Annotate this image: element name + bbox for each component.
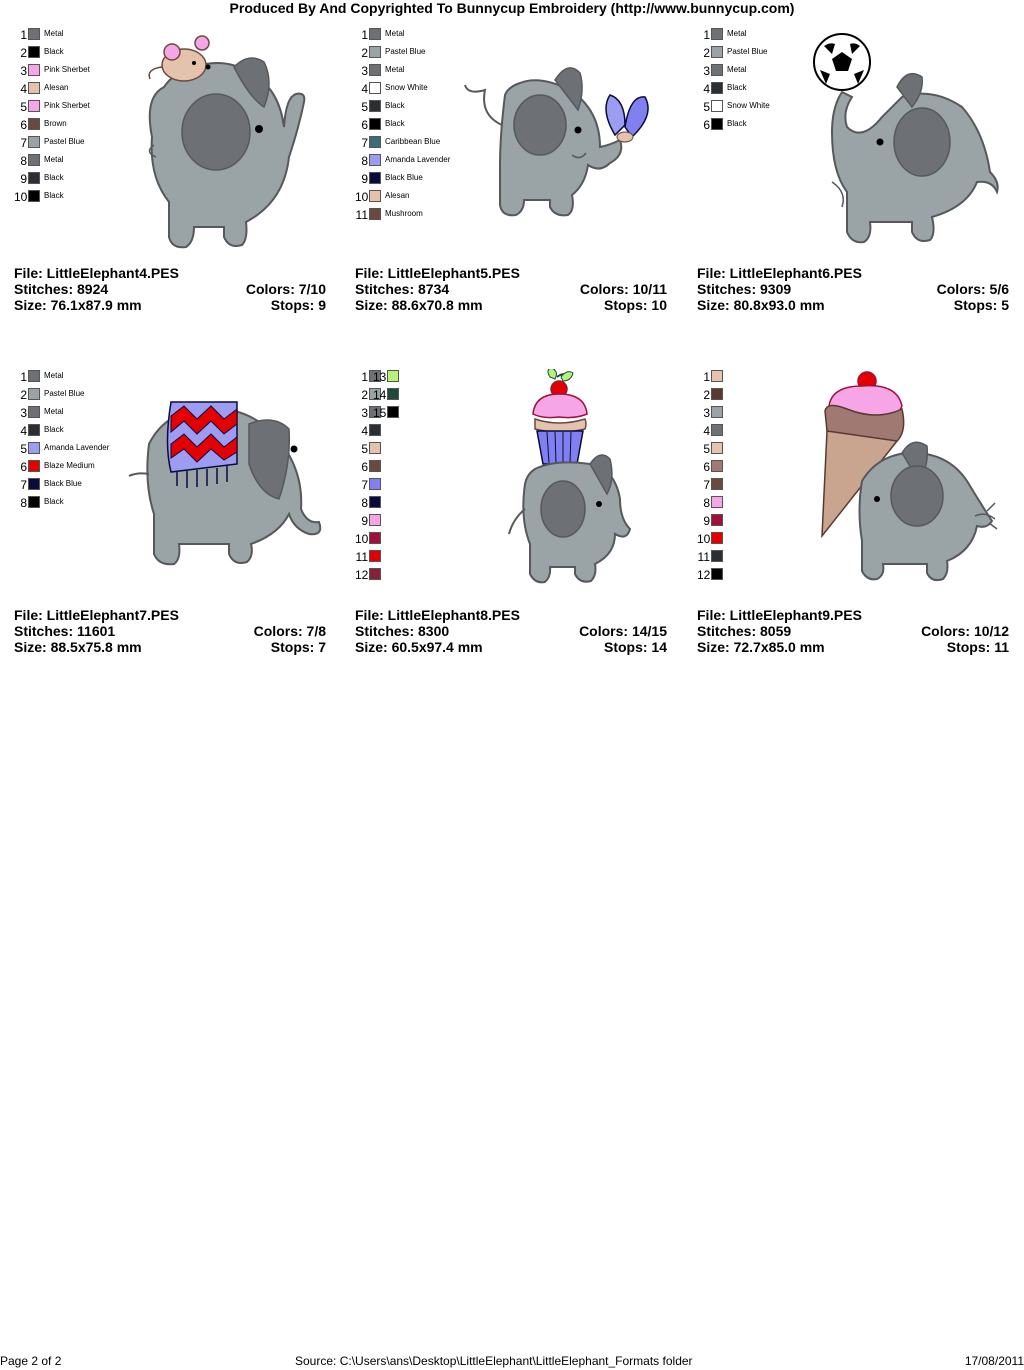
legend-number: 3 — [20, 64, 27, 78]
legend-color-name: Alesan — [385, 191, 410, 200]
legend-number: 3 — [703, 64, 710, 78]
color-swatch — [28, 136, 40, 148]
design-card — [355, 27, 675, 317]
color-count: Colors: 7/8 — [253, 623, 326, 639]
color-swatch — [369, 496, 381, 508]
page-title: Produced By And Copyrighted To Bunnycup Embroidery (http://www.bunnycup.com) — [229, 0, 795, 16]
color-swatch — [28, 460, 40, 472]
legend-number: 4 — [703, 82, 710, 96]
legend-color-name: Pink Sherbet — [44, 65, 90, 74]
color-swatch — [711, 568, 723, 580]
stitch-count: Stitches: 8924 — [14, 281, 109, 297]
legend-number: 1 — [361, 370, 368, 384]
legend-number: 11 — [697, 550, 710, 564]
file-name: File: LittleElephant9.PES — [697, 607, 862, 623]
legend-color-name: Metal — [44, 155, 64, 164]
legend-color-name: Black — [44, 425, 64, 434]
legend-color-name: Black Blue — [385, 173, 423, 182]
color-swatch — [28, 82, 40, 94]
legend-number: 3 — [703, 406, 710, 420]
color-swatch — [28, 64, 40, 76]
color-swatch — [369, 136, 381, 148]
legend-color-name: Amanda Lavender — [44, 443, 110, 452]
legend-number: 5 — [703, 100, 710, 114]
color-swatch — [711, 28, 723, 40]
file-name: File: LittleElephant7.PES — [14, 607, 179, 623]
elephant-ice-cream-illustration — [807, 371, 1007, 591]
color-swatch — [387, 406, 399, 418]
legend-number: 5 — [361, 442, 368, 456]
legend-number: 1 — [20, 28, 27, 42]
color-swatch — [28, 190, 40, 202]
legend-number: 5 — [361, 100, 368, 114]
stop-count: Stops: 11 — [946, 639, 1009, 655]
legend-color-name: Mushroom — [385, 209, 423, 218]
color-swatch — [369, 190, 381, 202]
color-swatch — [711, 370, 723, 382]
stop-count: Stops: 14 — [603, 639, 667, 655]
color-swatch — [711, 46, 723, 58]
legend-color-name: Snow White — [727, 101, 770, 110]
legend-color-name: Pastel Blue — [385, 47, 426, 56]
legend-number: 2 — [20, 46, 27, 60]
color-swatch — [369, 28, 381, 40]
footer-source-path: Source: C:\Users\ans\Desktop\LittleElephant\LittleElephant_Formats folder — [295, 1354, 693, 1368]
legend-number: 10 — [355, 532, 369, 546]
legend-number: 5 — [20, 442, 27, 456]
legend-number: 9 — [703, 514, 710, 528]
color-swatch — [28, 46, 40, 58]
legend-number: 8 — [361, 496, 368, 510]
legend-number: 4 — [361, 82, 368, 96]
legend-color-name: Blaze Medium — [44, 461, 95, 470]
stop-count: Stops: 5 — [953, 297, 1009, 313]
legend-number: 11 — [355, 550, 368, 564]
color-swatch — [711, 424, 723, 436]
legend-color-name: Pink Sherbet — [44, 101, 90, 110]
stitch-count: Stitches: 8734 — [355, 281, 450, 297]
color-swatch — [28, 100, 40, 112]
elephant-soccer-ball-illustration — [802, 32, 1012, 252]
legend-number: 7 — [361, 478, 368, 492]
legend-number: 10 — [355, 190, 369, 204]
color-swatch — [369, 442, 381, 454]
legend-color-name: Caribbean Blue — [385, 137, 441, 146]
color-swatch — [369, 478, 381, 490]
color-swatch — [369, 82, 381, 94]
color-swatch — [28, 424, 40, 436]
stop-count: Stops: 7 — [270, 639, 326, 655]
legend-color-name: Black Blue — [44, 479, 82, 488]
design-size: Size: 60.5x97.4 mm — [355, 639, 483, 655]
legend-color-name: Metal — [44, 371, 64, 380]
legend-number: 8 — [20, 154, 27, 168]
legend-number: 6 — [361, 460, 368, 474]
color-swatch — [711, 388, 723, 400]
legend-color-name: Metal — [727, 29, 747, 38]
legend-number: 8 — [20, 496, 27, 510]
legend-color-name: Metal — [385, 29, 405, 38]
legend-number: 3 — [361, 64, 368, 78]
color-swatch — [28, 496, 40, 508]
legend-number: 4 — [361, 424, 368, 438]
legend-number: 7 — [20, 136, 27, 150]
legend-number: 3 — [20, 406, 27, 420]
legend-number: 1 — [361, 28, 368, 42]
stitch-count: Stitches: 8300 — [355, 623, 450, 639]
legend-number: 9 — [20, 172, 27, 186]
color-swatch — [369, 154, 381, 166]
color-swatch — [711, 496, 723, 508]
color-swatch — [369, 514, 381, 526]
legend-number: 4 — [703, 424, 710, 438]
legend-color-name: Black — [385, 101, 405, 110]
legend-color-name: Black — [44, 47, 64, 56]
design-size: Size: 88.5x75.8 mm — [14, 639, 142, 655]
legend-number: 1 — [703, 370, 710, 384]
design-card — [14, 27, 334, 317]
legend-color-name: Pastel Blue — [727, 47, 768, 56]
legend-number: 3 — [361, 406, 368, 420]
file-name: File: LittleElephant8.PES — [355, 607, 520, 623]
color-swatch — [711, 100, 723, 112]
legend-number: 13 — [373, 370, 387, 384]
color-swatch — [711, 406, 723, 418]
color-count: Colors: 10/12 — [921, 623, 1009, 639]
color-swatch — [369, 100, 381, 112]
stitch-count: Stitches: 8059 — [697, 623, 792, 639]
color-swatch — [369, 118, 381, 130]
color-swatch — [711, 478, 723, 490]
legend-number: 7 — [703, 478, 710, 492]
color-swatch — [711, 460, 723, 472]
legend-number: 14 — [373, 388, 387, 402]
file-name: File: LittleElephant6.PES — [697, 265, 862, 281]
color-swatch — [369, 550, 381, 562]
color-swatch — [369, 46, 381, 58]
elephant-mouse-illustration — [124, 27, 334, 252]
legend-number: 7 — [361, 136, 368, 150]
color-swatch — [711, 118, 723, 130]
color-swatch — [28, 118, 40, 130]
legend-color-name: Snow White — [385, 83, 428, 92]
design-size: Size: 88.6x70.8 mm — [355, 297, 483, 313]
legend-number: 5 — [703, 442, 710, 456]
footer-date: 17/08/2011 — [964, 1354, 1024, 1368]
color-swatch — [28, 442, 40, 454]
color-swatch — [711, 550, 723, 562]
color-swatch — [369, 532, 381, 544]
legend-number: 10 — [14, 190, 28, 204]
legend-number: 8 — [361, 154, 368, 168]
color-swatch — [369, 424, 381, 436]
footer-page-number: Page 2 of 2 — [0, 1354, 62, 1368]
legend-number: 2 — [361, 46, 368, 60]
color-swatch — [711, 64, 723, 76]
legend-number: 4 — [20, 82, 27, 96]
color-swatch — [28, 370, 40, 382]
legend-number: 1 — [20, 370, 27, 384]
legend-color-name: Metal — [385, 65, 405, 74]
legend-number: 10 — [697, 532, 711, 546]
file-name: File: LittleElephant4.PES — [14, 265, 179, 281]
color-count: Colors: 10/11 — [579, 281, 667, 297]
color-count: Colors: 7/10 — [245, 281, 326, 297]
legend-number: 2 — [20, 388, 27, 402]
legend-color-name: Black — [44, 191, 64, 200]
legend-number: 4 — [20, 424, 27, 438]
design-card — [697, 27, 1017, 317]
stop-count: Stops: 10 — [603, 297, 667, 313]
color-swatch — [28, 154, 40, 166]
color-swatch — [369, 568, 381, 580]
legend-number: 1 — [703, 28, 710, 42]
design-card — [697, 369, 1017, 659]
color-swatch — [28, 478, 40, 490]
color-count: Colors: 14/15 — [579, 623, 667, 639]
color-swatch — [28, 172, 40, 184]
legend-number: 6 — [20, 118, 27, 132]
legend-number: 9 — [361, 172, 368, 186]
color-swatch — [711, 82, 723, 94]
elephant-cupcake-illustration — [495, 369, 645, 589]
color-swatch — [387, 388, 399, 400]
color-swatch — [369, 64, 381, 76]
legend-number: 5 — [20, 100, 27, 114]
legend-number: 6 — [703, 118, 710, 132]
color-swatch — [28, 28, 40, 40]
legend-color-name: Black — [44, 497, 64, 506]
design-size: Size: 80.8x93.0 mm — [697, 297, 825, 313]
legend-number: 7 — [20, 478, 27, 492]
legend-number: 12 — [355, 568, 369, 582]
legend-number: 12 — [697, 568, 711, 582]
legend-number: 2 — [703, 46, 710, 60]
design-size: Size: 76.1x87.9 mm — [14, 297, 142, 313]
legend-number: 9 — [361, 514, 368, 528]
legend-number: 11 — [355, 208, 368, 222]
legend-color-name: Alesan — [44, 83, 69, 92]
design-size: Size: 72.7x85.0 mm — [697, 639, 825, 655]
legend-color-name: Brown — [44, 119, 67, 128]
legend-number: 2 — [703, 388, 710, 402]
legend-color-name: Amanda Lavender — [385, 155, 451, 164]
legend-number: 6 — [20, 460, 27, 474]
legend-color-name: Black — [44, 173, 64, 182]
design-card — [355, 369, 675, 659]
legend-color-name: Metal — [727, 65, 747, 74]
color-swatch — [369, 208, 381, 220]
legend-number: 2 — [361, 388, 368, 402]
legend-color-name: Black — [727, 119, 747, 128]
color-swatch — [711, 442, 723, 454]
color-swatch — [369, 172, 381, 184]
color-count: Colors: 5/6 — [936, 281, 1009, 297]
stitch-count: Stitches: 9309 — [697, 281, 792, 297]
legend-number: 6 — [703, 460, 710, 474]
legend-number: 15 — [373, 406, 387, 420]
legend-color-name: Metal — [44, 407, 64, 416]
legend-color-name: Pastel Blue — [44, 389, 85, 398]
color-swatch — [711, 514, 723, 526]
legend-number: 6 — [361, 118, 368, 132]
color-swatch — [711, 532, 723, 544]
legend-number: 8 — [703, 496, 710, 510]
color-swatch — [28, 406, 40, 418]
stitch-count: Stitches: 11601 — [14, 623, 116, 639]
color-swatch — [369, 460, 381, 472]
legend-color-name: Metal — [44, 29, 64, 38]
file-name: File: LittleElephant5.PES — [355, 265, 520, 281]
legend-color-name: Black — [727, 83, 747, 92]
design-card — [14, 369, 334, 659]
stop-count: Stops: 9 — [270, 297, 326, 313]
color-swatch — [387, 370, 399, 382]
color-swatch — [28, 388, 40, 400]
legend-color-name: Pastel Blue — [44, 137, 85, 146]
legend-color-name: Black — [385, 119, 405, 128]
elephant-blanket-illustration — [119, 394, 329, 574]
elephant-butterfly-illustration — [460, 55, 670, 225]
